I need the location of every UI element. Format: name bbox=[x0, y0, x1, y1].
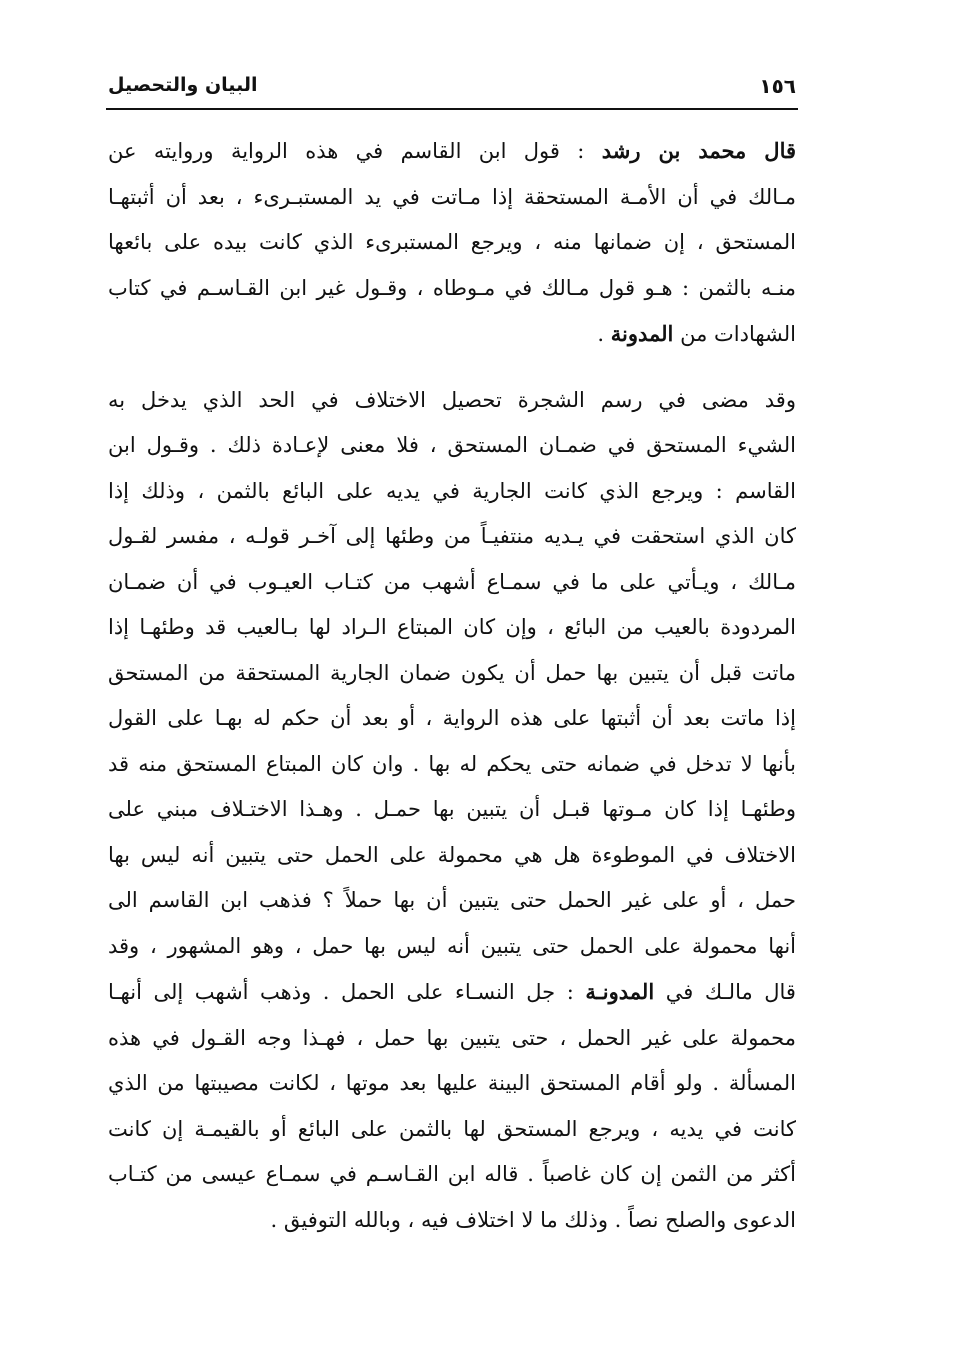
text-span: : جل النسـاء على الحمل . وذهب أشهب إلى أنهـا bbox=[108, 980, 586, 1004]
text-line: المسألة . ولو أقام المستحق البينة عليها بعد موتها ، لكانت مصيبتها من الذي bbox=[108, 1071, 796, 1095]
text-line: بأنها لا تدخل في ضمانه حتى يحكم له بها . وان كان المبتاع المستحق منه قد bbox=[108, 751, 796, 776]
text-line: إذا ماتت بعد أن أثبتها على هذه الرواية ، أو بعد أن حكم له بهـا على القول bbox=[108, 706, 796, 730]
text-line: المردودة بالعيب من البائع ، وإن كان المبتاع الـراد لها بـالعيب قد وطئهـا إذا bbox=[108, 615, 796, 639]
text-line: وطئهـا إذا كان مـوتها قبـل أن يتبين بها حمـل . وهـذا الاختـلاف مبني على bbox=[108, 797, 796, 821]
text-line: الدعوى والصلح نصاً . وذلك ما لا اختلاف فيه ، وبالله التوفيق . bbox=[270, 1207, 796, 1232]
text-line: كانت في يديه ، ويرجع المستحق لها بالثمن على البائع أو بالقيمـة إن كانت bbox=[108, 1116, 796, 1141]
page-number: ١٥٦ bbox=[759, 74, 796, 98]
running-title: البيان والتحصيل bbox=[108, 74, 258, 96]
paragraph-1 bbox=[108, 128, 796, 358]
text-span: قال مالـك في bbox=[654, 980, 796, 1004]
text-line: ماتت قبل أن يتبين بها حمل أن يكون ضمان الجارية المستحقة من المستحق bbox=[108, 660, 796, 685]
text-line bbox=[108, 128, 796, 175]
text-span: . bbox=[597, 322, 611, 346]
text-line: وقد مضى في رسم الشجرة تحصيل الاختلاف في الحد الذي يدخل به bbox=[108, 387, 796, 412]
author-lead: قال محمد بن رشد bbox=[601, 138, 796, 163]
page-header bbox=[108, 70, 796, 104]
text-line bbox=[108, 311, 796, 358]
text-line: حمل ، أو على غير الحمل حتى يتبين أن بها حملاً ؟ فذهب ابن القاسم الى bbox=[108, 888, 796, 912]
paragraph-2 bbox=[108, 378, 796, 1244]
text-line: مـالك في أن الأمـة المستحقة إذا مـاتت في يد المستبـرىء ، بعد أن أثبتهـا bbox=[108, 184, 796, 209]
text-span: : قول ابن القاسم في هذه الرواية وروايته عن bbox=[108, 139, 602, 163]
text-line: محمولة على غير الحمل ، حتى يتبين بها حمل ، فهـذا وجه القـول في هذه bbox=[108, 1025, 796, 1050]
text-span: الشهادات من bbox=[673, 322, 796, 346]
text-line: الشيء المستحق في ضمـان المستحق ، فلا معنى لإعـادة ذلك . وقـول ابن bbox=[108, 433, 796, 457]
text-line: القاسم : ويرجع الذي كانت الجارية في يديه على البائع بالثمن ، وذلك إذا bbox=[108, 478, 796, 503]
text-line: منـه بالثمن : هـو قول مـالك في مـوطاه ، وقـول غير ابن القـاسـم في كتاب bbox=[108, 275, 796, 300]
book-title-mudawwana: المدونـة bbox=[585, 979, 655, 1004]
body-text bbox=[108, 128, 796, 1243]
text-line: كان الذي استحقت في يـديه منتفيـاً من وطئها إلى آخـر قولـه ، مفسر لقـول bbox=[108, 524, 796, 548]
text-line: أنها محمولة على الحمل حتى يتبين أنه ليس بها حمل ، وهو المشهور ، وقد bbox=[108, 933, 796, 958]
text-line bbox=[108, 969, 796, 1016]
text-line: أكثر من الثمن إن كان غاصباً . قاله ابن القـاسـم في سمـاع عيسى من كتـاب bbox=[108, 1162, 796, 1186]
book-title-mudawwana: المدونة bbox=[610, 321, 674, 346]
text-line: مـالك ، ويـأتي على ما في سمـاع أشهب من كتـاب العيـوب في أن ضمـان bbox=[108, 569, 796, 594]
text-line: المستحق ، إن ضمانها منه ، ويرجع المستبرىء الذي كانت بيده على بائعها bbox=[108, 230, 796, 254]
header-rule bbox=[106, 108, 798, 110]
text-line: الاختلاف في الموطوءة هل هي محمولة على الحمل حتى يتبين أنه ليس بها bbox=[108, 842, 796, 867]
